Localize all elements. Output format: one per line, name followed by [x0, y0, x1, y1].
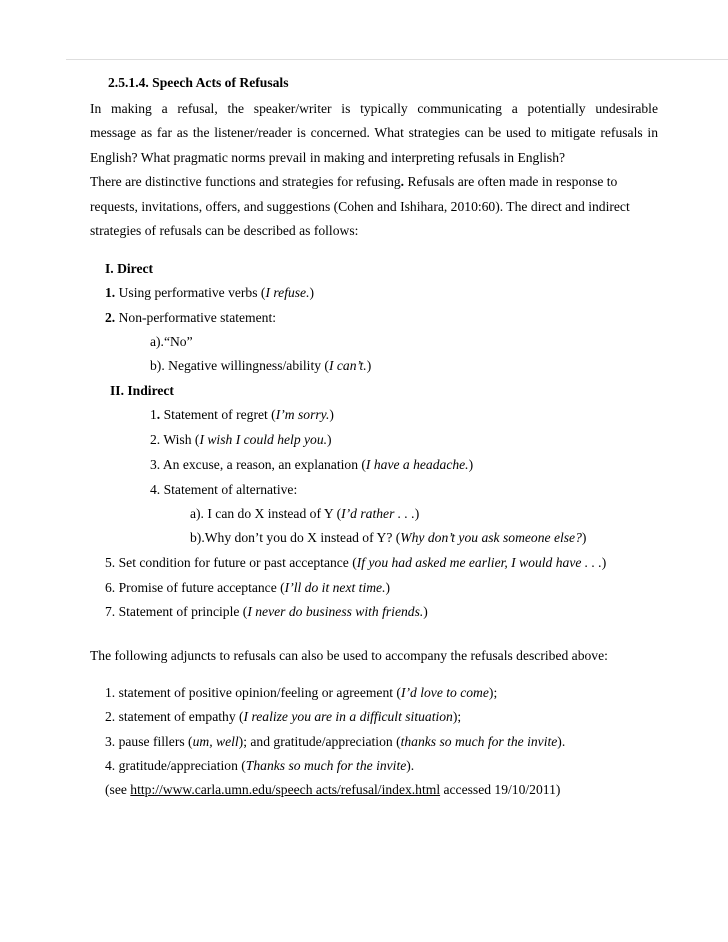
item-example: I’d love to come — [400, 685, 489, 700]
indirect-sub-b — [190, 529, 586, 547]
item-text: 2. statement of empathy ( — [105, 709, 244, 724]
direct-sub-b — [150, 357, 371, 375]
item-text: Set condition for future or past acceptance ( — [115, 555, 357, 570]
item-close: ) — [327, 432, 332, 447]
item-text: ); and gratitude/appreciation ( — [238, 734, 401, 749]
direct-sub-a: a).“No” — [150, 334, 193, 349]
item-example: I never do business with friends. — [247, 604, 424, 619]
direct-heading: I. Direct — [105, 261, 154, 276]
item-number: 2. — [105, 310, 116, 325]
item-example: I’d rather . . . — [341, 506, 415, 521]
item-close: ) — [309, 285, 315, 300]
item-close: ). — [406, 758, 415, 773]
item-close: ). — [557, 734, 566, 749]
item-example: I can’t. — [328, 358, 367, 373]
adjunct-1 — [105, 684, 497, 702]
item-number: 6. — [105, 580, 116, 595]
item-text: 4. gratitude/appreciation ( — [105, 758, 246, 773]
page-top-rule — [66, 59, 728, 60]
intro-line-2: message as far as the listener/reader is concerned. What strategies can be used to mitigate refusals in — [90, 125, 658, 140]
item-number: 3. — [105, 734, 116, 749]
citation-prefix: (see — [105, 782, 131, 797]
intro-line-3: English? What pragmatic norms prevail in making and interpreting refusals in English? — [90, 150, 566, 165]
item-text: Statement of regret ( — [160, 407, 276, 422]
indirect-item-2 — [150, 431, 332, 449]
para2-text-c: Refusals are often made in response to — [404, 174, 618, 189]
item-example: I refuse. — [265, 285, 310, 300]
item-example: I’ll do it next time. — [284, 580, 386, 595]
item-text: b). Negative willingness/ability ( — [150, 358, 329, 373]
indirect-item-6 — [105, 579, 390, 597]
item-close: ); — [488, 685, 498, 700]
item-text: Using performative verbs ( — [115, 285, 266, 300]
item-number: 1. — [105, 285, 116, 300]
item-text: a). I can do X instead of Y ( — [190, 506, 342, 521]
citation-suffix: accessed 19/10/2011) — [440, 782, 561, 797]
para2-text-a: There are distinctive functions and strategies for refusing — [90, 174, 401, 189]
item-text: Non-performative statement: — [115, 310, 277, 325]
item-example: Thanks so much for the invite — [245, 758, 407, 773]
item-example: um, well — [192, 734, 239, 749]
indirect-item-7 — [105, 603, 428, 621]
citation — [105, 781, 560, 799]
item-close: ) — [423, 604, 428, 619]
indirect-item-4: 4. Statement of alternative: — [150, 482, 298, 497]
adjunct-4 — [105, 757, 414, 775]
item-text: 7. Statement of principle ( — [105, 604, 248, 619]
item-example: I have a headache. — [365, 457, 469, 472]
item-dot: . — [156, 407, 161, 422]
direct-item-1 — [105, 284, 314, 302]
para2-line-3: strategies of refusals can be described as follows: — [90, 223, 359, 238]
adjuncts-intro: The following adjuncts to refusals can also be used to accompany the refusals described above: — [90, 648, 608, 663]
direct-item-2 — [105, 309, 276, 327]
citation-link[interactable]: http://www.carla.umn.edu/speech acts/refusal/index.html — [130, 782, 441, 797]
item-close: ) — [366, 358, 372, 373]
indirect-sub-a — [190, 505, 419, 523]
item-close: ) — [414, 506, 420, 521]
indirect-item-3 — [150, 456, 473, 474]
item-text: 3. An excuse, a reason, an explanation ( — [150, 457, 366, 472]
item-text: pause fillers ( — [115, 734, 193, 749]
item-example: If you had asked me earlier, I would have . . . — [356, 555, 602, 570]
para2-line-2: requests, invitations, offers, and suggestions (Cohen and Ishihara, 2010:60). The direct and indirect — [90, 199, 630, 214]
adjunct-3 — [105, 733, 565, 751]
item-number: 5. — [105, 555, 116, 570]
adjunct-2 — [105, 708, 461, 726]
para2-line-1 — [90, 173, 617, 191]
item-example: Why don’t you ask someone else? — [400, 530, 582, 545]
item-close: ) — [581, 530, 587, 545]
item-close: ) — [329, 407, 334, 422]
item-number: 1 — [150, 407, 157, 422]
item-text: b).Why don’t you do X instead of Y? ( — [190, 530, 401, 545]
item-close: ) — [385, 580, 390, 595]
section-title: 2.5.1.4. Speech Acts of Refusals — [108, 75, 289, 90]
item-example: I realize you are in a difficult situation — [243, 709, 453, 724]
item-close: ); — [452, 709, 462, 724]
item-text: 1. statement of positive opinion/feeling or agreement ( — [105, 685, 401, 700]
item-example: I’m sorry. — [275, 407, 330, 422]
item-example: thanks so much for the invite — [400, 734, 558, 749]
intro-line-1: In making a refusal, the speaker/writer is typically communicating a potentially undesirable — [90, 101, 658, 116]
item-text: Promise of future acceptance ( — [115, 580, 285, 595]
item-text: 2. Wish ( — [150, 432, 200, 447]
indirect-item-5 — [105, 554, 606, 572]
item-example: I wish I could help you. — [199, 432, 328, 447]
para2-bold-period: . — [400, 174, 405, 189]
item-close: ) — [601, 555, 607, 570]
indirect-item-1 — [150, 406, 334, 424]
indirect-heading: II. Indirect — [110, 383, 174, 398]
item-close: ) — [468, 457, 474, 472]
